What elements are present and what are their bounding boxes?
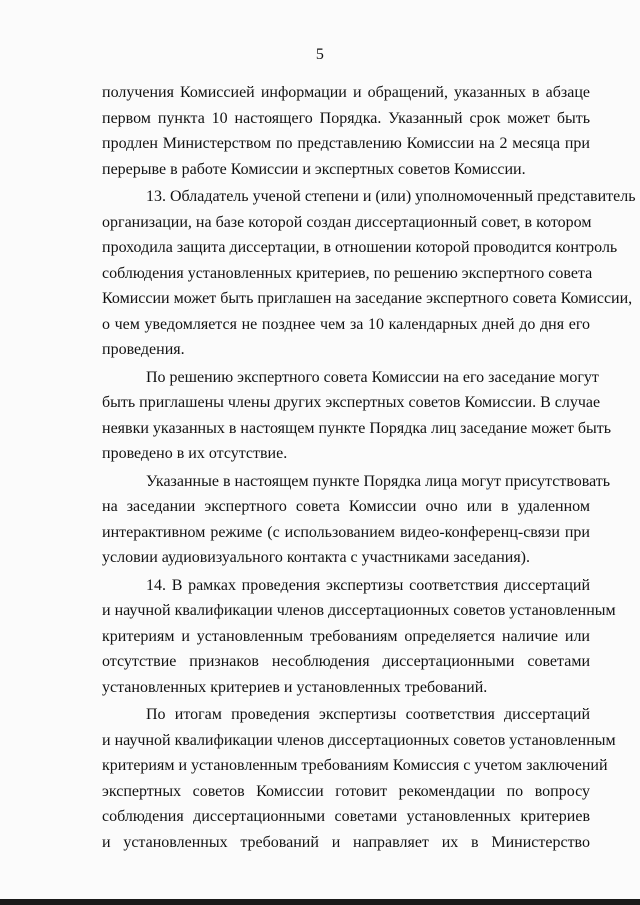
text-line: и научной квалификации членов диссертационных советов установленным — [102, 731, 616, 749]
text-line: получения Комиссией информации и обращений, указанных в абзаце — [102, 84, 590, 101]
text-line: экспертных советов Комиссии готовит рекомендации по вопросу — [102, 782, 590, 800]
text-line: проходила защита диссертации, в отношении которой проводится контроль — [102, 239, 618, 256]
text-line: критериям и установленным требованиям Комиссия с учетом заключений — [102, 757, 608, 774]
document-body — [102, 80, 636, 855]
text-line: организации, на базе которой создан диссертационный совет, в котором — [102, 213, 592, 231]
text-line: перерыве в работе Комиссии и экспертных советов Комиссии. — [102, 160, 526, 178]
text-line: неявки указанных в настоящем пункте Порядка лиц заседание может быть — [102, 419, 612, 437]
page-number: 5 — [315, 46, 325, 63]
text-line: 13. Обладатель ученой степени и (или) уполномоченный представитель — [146, 188, 636, 205]
scan-bottom-edge — [0, 899, 640, 905]
text-line: интерактивном режиме (с использованием видео-конференц-связи при — [102, 523, 590, 541]
text-line: продлен Министерством по представлению Комиссии на 2 месяца при — [102, 135, 590, 152]
text-line: критериям и установленным требованиям определяется наличие или — [102, 627, 590, 645]
text-line: соблюдения диссертационными советами установленных критериев — [102, 808, 590, 825]
text-line: По решению экспертного совета Комиссии на его заседание могут — [146, 368, 599, 386]
text-line: и научной квалификации членов диссертационных советов установленным — [102, 602, 616, 619]
text-line: Указанные в настоящем пункте Порядка лица могут присутствовать — [146, 472, 611, 490]
text-line: и установленных требований и направляет их в Министерство — [102, 833, 590, 851]
text-line: быть приглашены члены других экспертных советов Комиссии. В случае — [102, 394, 601, 411]
text-line: условии аудиовизуального контакта с участниками заседания). — [102, 549, 531, 566]
text-line: о чем уведомляется не позднее чем за 10 календарных дней до дня его — [102, 315, 590, 333]
text-line: Комиссии может быть приглашен на заседание экспертного совета Комиссии, — [102, 290, 633, 307]
text-line: соблюдения установленных критериев, по решению экспертного совета — [102, 264, 593, 282]
text-line: проведено в их отсутствие. — [102, 445, 288, 462]
text-line: 14. В рамках проведения экспертизы соответствия диссертаций — [146, 576, 590, 594]
text-line: первом пункта 10 настоящего Порядка. Указанный срок может быть — [102, 109, 590, 127]
text-line: По итогам проведения экспертизы соответствия диссертаций — [146, 706, 590, 723]
text-line: отсутствие признаков несоблюдения диссертационными советами — [102, 653, 590, 670]
text-line: установленных критериев и установленных требований. — [102, 678, 488, 696]
text-line: проведения. — [102, 341, 185, 358]
text-line: на заседании экспертного совета Комиссии очно или в удаленном — [102, 498, 590, 515]
